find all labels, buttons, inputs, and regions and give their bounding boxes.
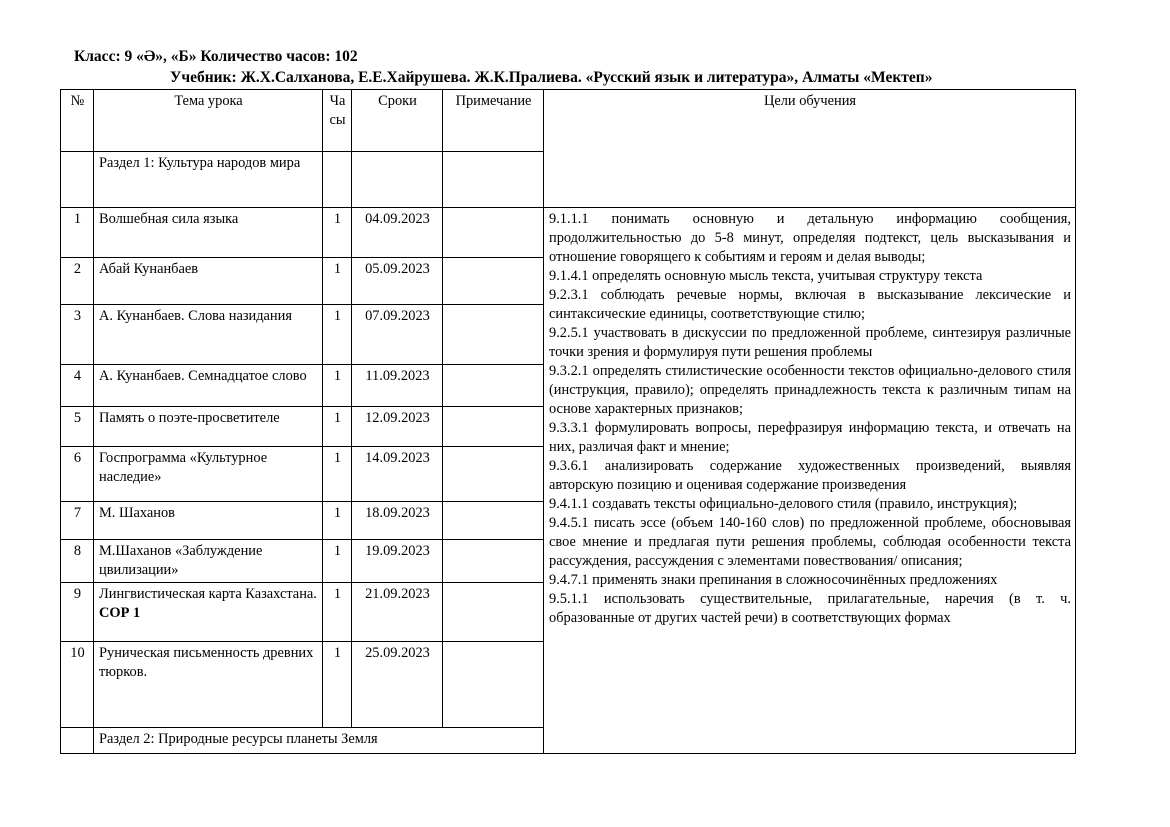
table-row bbox=[61, 208, 1076, 258]
row-number: 1 bbox=[61, 208, 94, 258]
row-note bbox=[443, 365, 544, 407]
row-topic: А. Кунанбаев. Семнадцатое слово bbox=[94, 365, 323, 407]
section-1-number bbox=[61, 152, 94, 208]
row-topic: А. Кунанбаев. Слова назидания bbox=[94, 305, 323, 365]
row-hours: 1 bbox=[323, 208, 352, 258]
row-number: 5 bbox=[61, 407, 94, 447]
row-hours: 1 bbox=[323, 540, 352, 583]
goal-item: 9.3.3.1 формулировать вопросы, перефразируя информацию текста, и отвечать на них, различая факт и мнение; bbox=[549, 420, 1071, 455]
section-1-title: Раздел 1: Культура народов мира bbox=[94, 152, 323, 208]
section-row-2 bbox=[61, 728, 1076, 754]
goal-item: 9.1.4.1 определять основную мысль текста, учитывая структуру текста bbox=[549, 268, 983, 284]
row-date: 18.09.2023 bbox=[352, 502, 443, 540]
row-topic: Госпрограмма «Культурное наследие» bbox=[94, 447, 323, 502]
row-date: 05.09.2023 bbox=[352, 258, 443, 305]
section-2-title: Раздел 2: Природные ресурсы планеты Земля bbox=[94, 728, 1076, 754]
column-header-hours: Часы bbox=[323, 90, 352, 152]
section-1-notes bbox=[443, 152, 544, 208]
column-header-number: № bbox=[61, 90, 94, 152]
row-note bbox=[443, 502, 544, 540]
row-date: 21.09.2023 bbox=[352, 583, 443, 642]
row-hours: 1 bbox=[323, 365, 352, 407]
goal-item: 9.4.7.1 применять знаки препинания в сложносочинённых предложениях bbox=[549, 572, 998, 588]
goal-item: 9.3.6.1 анализировать содержание художественных произведений, выявляя авторскую позицию и оценивая содержание произведения bbox=[549, 458, 1071, 493]
row-topic: Память о поэте-просветителе bbox=[94, 407, 323, 447]
learning-goals-cell bbox=[544, 208, 1076, 754]
row-date: 07.09.2023 bbox=[352, 305, 443, 365]
row-note bbox=[443, 642, 544, 728]
row-date: 11.09.2023 bbox=[352, 365, 443, 407]
column-header-dates: Сроки bbox=[352, 90, 443, 152]
goal-item: 9.3.2.1 определять стилистические особенности текстов официально-делового стиля (инструкция, правило); определять принадлежность текста к различным типам на основе характерных признаков; bbox=[549, 363, 1071, 417]
row-number: 10 bbox=[61, 642, 94, 728]
row-note bbox=[443, 540, 544, 583]
row-date: 14.09.2023 bbox=[352, 447, 443, 502]
textbook-line: Учебник: Ж.Х.Салханова, Е.Е.Хайрушева. Ж.К.Пралиева. «Русский язык и литература», Алматы «Мектеп» bbox=[170, 69, 933, 86]
section-2-number bbox=[61, 728, 94, 754]
row-topic-text: Лингвистическая карта Казахстана. bbox=[99, 586, 317, 602]
column-header-notes: Примечание bbox=[443, 90, 544, 152]
row-hours: 1 bbox=[323, 407, 352, 447]
section-1-hours bbox=[323, 152, 352, 208]
row-date: 25.09.2023 bbox=[352, 642, 443, 728]
row-number: 9 bbox=[61, 583, 94, 642]
row-topic bbox=[94, 583, 323, 642]
row-hours: 1 bbox=[323, 305, 352, 365]
lesson-plan-table bbox=[60, 89, 1076, 754]
row-date: 19.09.2023 bbox=[352, 540, 443, 583]
goal-item: 9.5.1.1 использовать существительные, прилагательные, наречия (в т. ч. образованные от других частей речи) в соответствующих формах bbox=[549, 591, 1071, 626]
row-note bbox=[443, 447, 544, 502]
row-topic: Руническая письменность древних тюрков. bbox=[94, 642, 323, 728]
row-hours: 1 bbox=[323, 447, 352, 502]
row-number: 6 bbox=[61, 447, 94, 502]
row-topic: Волшебная сила языка bbox=[94, 208, 323, 258]
table-header-row bbox=[61, 90, 1076, 152]
row-date: 04.09.2023 bbox=[352, 208, 443, 258]
row-topic-assessment-label: СОР 1 bbox=[99, 605, 141, 621]
row-note bbox=[443, 407, 544, 447]
document-heading bbox=[60, 46, 1080, 88]
row-hours: 1 bbox=[323, 258, 352, 305]
column-header-goals: Цели обучения bbox=[544, 90, 1076, 208]
row-number: 3 bbox=[61, 305, 94, 365]
section-1-dates bbox=[352, 152, 443, 208]
goal-item: 9.2.3.1 соблюдать речевые нормы, включая в высказывание лексические и синтаксические единицы, соответствующие стилю; bbox=[549, 287, 1071, 322]
row-hours: 1 bbox=[323, 642, 352, 728]
class-hours-line: Класс: 9 «Ә», «Б» Количество часов: 102 bbox=[74, 48, 358, 65]
goal-item: 9.1.1.1 понимать основную и детальную информацию сообщения, продолжительностью до 5-8 минут, определяя подтекст, цель высказывания и отношение говорящего к событиям и героям и делая выводы; bbox=[549, 211, 1071, 265]
row-number: 4 bbox=[61, 365, 94, 407]
row-topic: М.Шаханов «Заблуждение цвилизации» bbox=[94, 540, 323, 583]
row-number: 8 bbox=[61, 540, 94, 583]
row-date: 12.09.2023 bbox=[352, 407, 443, 447]
row-number: 2 bbox=[61, 258, 94, 305]
row-note bbox=[443, 305, 544, 365]
row-number: 7 bbox=[61, 502, 94, 540]
goal-item: 9.2.5.1 участвовать в дискуссии по предложенной проблеме, синтезируя различные точки зрения и формулируя пути решения проблемы bbox=[549, 325, 1071, 360]
row-note bbox=[443, 258, 544, 305]
row-note bbox=[443, 583, 544, 642]
row-hours: 1 bbox=[323, 583, 352, 642]
row-topic: Абай Кунанбаев bbox=[94, 258, 323, 305]
goal-item: 9.4.5.1 писать эссе (объем 140-160 слов) по предложенной проблеме, обосновывая свое мнение и предлагая пути решения проблемы, соблюдая особенности текста рассуждения, рассуждения с элементами повествования/ описания; bbox=[549, 515, 1071, 569]
goal-item: 9.4.1.1 создавать тексты официально-делового стиля (правило, инструкция); bbox=[549, 496, 1018, 512]
row-hours: 1 bbox=[323, 502, 352, 540]
row-note bbox=[443, 208, 544, 258]
column-header-topic: Тема урока bbox=[94, 90, 323, 152]
row-topic: М. Шаханов bbox=[94, 502, 323, 540]
